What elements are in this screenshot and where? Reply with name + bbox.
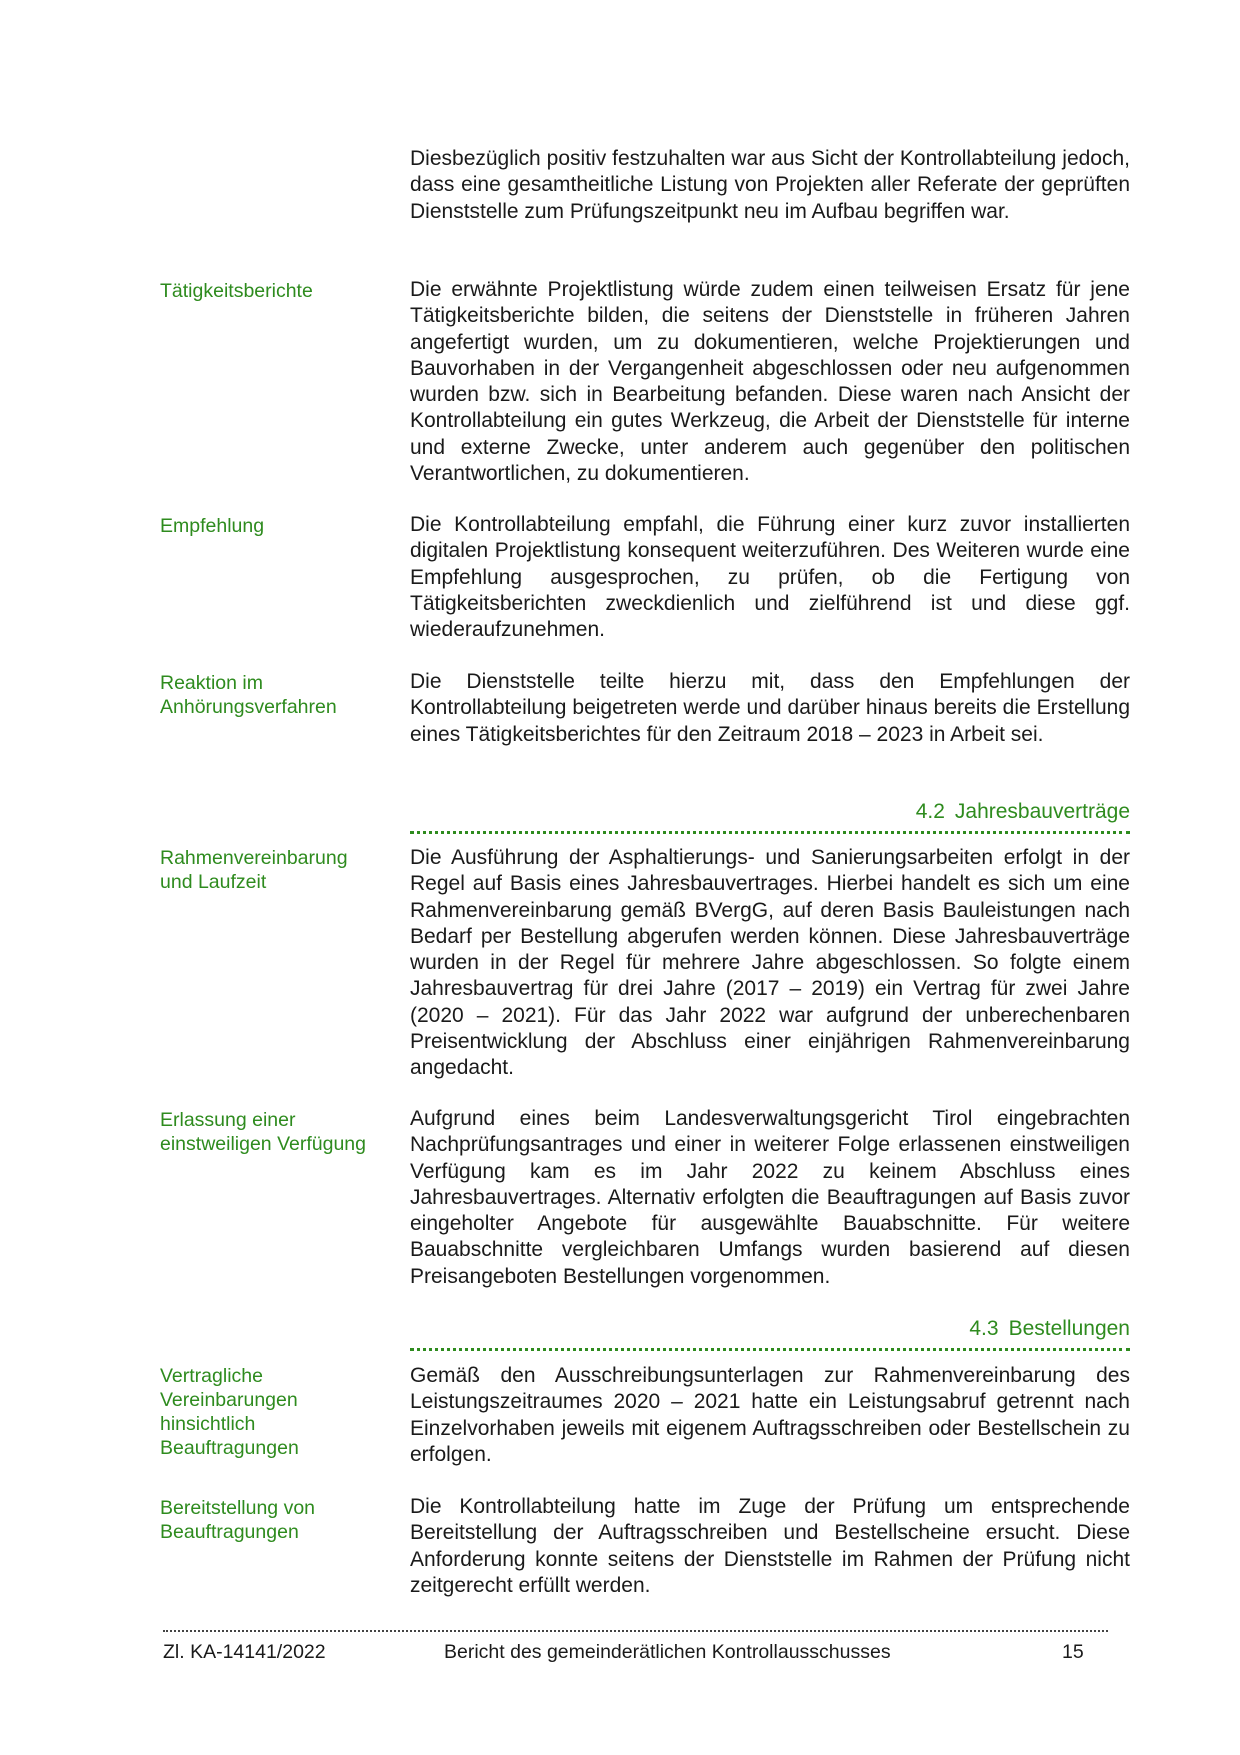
section-title: Jahresbauverträge: [954, 800, 1130, 823]
margin-note: Bereitstellung von Beauftragungen: [160, 1497, 316, 1543]
footer-page-number: 15: [1062, 1641, 1084, 1663]
margin-note: Erlassung einer einstweiligen Verfügung: [160, 1109, 366, 1155]
margin-note: Vertragliche Vereinbarungen hinsichtlich Beauftragungen: [160, 1365, 299, 1459]
section-number: 4.2: [915, 800, 945, 823]
paragraph-text: Aufgrund eines beim Landesverwaltungsgericht Tirol eingebrachten Nachprüfungsantrages und einer in weiterer Folge erlassenen einstweiligen Verfügung kam es im Jahr 2022 zu keinem Abschluss eines Jahresbauvertrages. Alternativ erfolgten die Beauftragungen auf Basis zuvor eingeholter Angebote für ausgewählte Bauabschnitte. Für weitere Bauabschnitte vergleichbaren Umfangs wurden basierend auf diesen Preisangeboten Bestellungen vorgenommen.: [410, 1107, 1130, 1288]
paragraph-text: Die Kontrollabteilung empfahl, die Führung einer kurz zuvor installierten digitalen Projektlistung konsequent weiterzuführen. Des Weiteren wurde eine Empfehlung ausgesprochen, zu prüfen, ob die Fertigung von Tätigkeitsberichten zweckdienlich und zielführend ist und diese ggf. wiederaufzunehmen.: [410, 513, 1130, 642]
margin-note: Tätigkeitsberichte: [160, 280, 313, 302]
margin-note: Empfehlung: [160, 515, 265, 537]
paragraph-text: Die Ausführung der Asphaltierungs- und Sanierungsarbeiten erfolgt in der Regel auf Basis eines Jahresbauvertrages. Hierbei handelt es sich um eine Rahmenvereinbarung gemäß BVergG, auf deren Basis Bauleistungen nach Bedarf per Bestellung abgerufen werden können. Diese Jahresbauverträge wurden in der Regel für mehrere Jahre abgeschlossen. So folgte einem Jahresbauvertrag für drei Jahre (2017 – 2019) ein Vertrag für zwei Jahre (2020 – 2021). Für das Jahr 2022 war aufgrund der unberechenbaren Preisentwicklung der Abschluss einer einjährigen Rahmenvereinbarung angedacht.: [410, 846, 1130, 1080]
paragraph-text: Die Kontrollabteilung hatte im Zuge der Prüfung um entsprechende Bereitstellung der Auftragsschreiben und Bestellscheine ersucht. Diese Anforderung konnte seitens der Dienststelle im Rahmen der Prüfung nicht zeitgerecht erfüllt werden.: [410, 1495, 1130, 1597]
section-heading-4-2: [410, 799, 1130, 834]
section-title: Bestellungen: [1008, 1317, 1130, 1340]
section-number: 4.3: [969, 1317, 999, 1340]
footer-title: Bericht des gemeinderätlichen Kontrollausschusses: [444, 1641, 891, 1663]
margin-note: Rahmenvereinbarung und Laufzeit: [160, 847, 348, 893]
footer-divider: [163, 1630, 1108, 1632]
paragraph-text: Die Dienststelle teilte hierzu mit, dass den Empfehlungen der Kontrollabteilung beigetreten werde und darüber hinaus bereits die Erstellung eines Tätigkeitsberichtes für den Zeitraum 2018 – 2023 in Arbeit sei.: [410, 670, 1130, 746]
section-heading-4-3: [410, 1316, 1130, 1351]
paragraph-text: Die erwähnte Projektlistung würde zudem einen teilweisen Ersatz für jene Tätigkeitsberichte bilden, die seitens der Dienststelle in früheren Jahren angefertigt wurden, um zu dokumentieren, welche Projektierungen und Bauvorhaben in der Vergangenheit abgeschlossen oder neu aufgenommen wurden bzw. sich in Bearbeitung befanden. Diese waren nach Ansicht der Kontrollabteilung ein gutes Werkzeug, die Arbeit der Dienststelle für interne und externe Zwecke, unter anderem auch gegenüber den politischen Verantwortlichen, zu dokumentieren.: [410, 278, 1130, 486]
margin-note: Reaktion im Anhörungsverfahren: [160, 672, 337, 718]
paragraph-text: Diesbezüglich positiv festzuhalten war aus Sicht der Kontrollabteilung jedoch, dass eine gesamtheitliche Listung von Projekten aller Referate der geprüften Dienststelle zum Prüfungszeitpunkt neu im Aufbau begriffen war.: [410, 147, 1130, 223]
paragraph-text: Gemäß den Ausschreibungsunterlagen zur Rahmenvereinbarung des Leistungszeitraumes 2020 – 2021 hatte ein Leistungsabruf getrennt nach Einzelvorhaben jeweils mit eigenem Auftragsschreiben oder Bestellschein zu erfolgen.: [410, 1364, 1130, 1466]
footer-reference: Zl. KA-14141/2022: [163, 1641, 326, 1663]
